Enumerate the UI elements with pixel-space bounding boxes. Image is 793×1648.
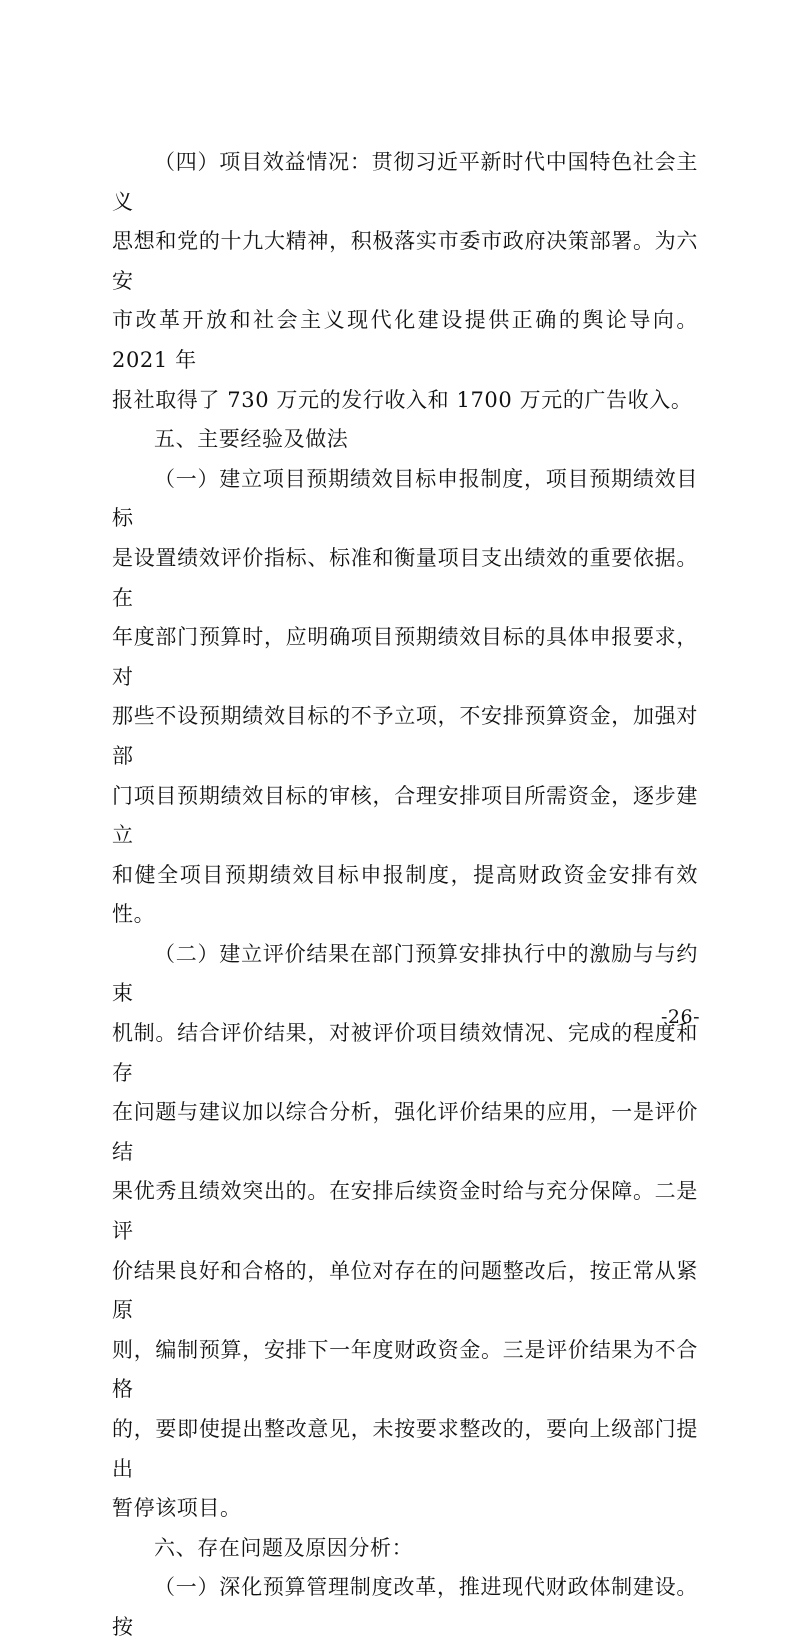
paragraph-performance-target-system: （一）建立项目预期绩效目标申报制度，项目预期绩效目标 是设置绩效评价指标、标准和衡量项目支出绩效的重要依据。在 年度部门预算时，应明确项目预期绩效目标的具体申报要求，对 那些不设预期绩效目标的不予立项，不安排预算资金，加强对部 门项目预期绩效目标的审核，合理安排项目所需资金，逐步建立 和健全项目预期绩效目标申报制度，提高财政资金安排有效性。 [112,466,698,927]
paragraph-budget-reform: （一）深化预算管理制度改革，推进现代财政体制建设。按 [112,1575,698,1639]
page-number: -26- [660,1006,700,1028]
paragraph-incentive-mechanism: （二）建立评价结果在部门预算安排执行中的激励与与约束 机制。结合评价结果，对被评价项目绩效情况、完成的程度和存 在问题与建议加以综合分析，强化评价结果的应用，一是评价结 果优秀且绩效突出的。在安排后续资金时给与充分保障。二是评 价结果良好和合格的，单位对存在的问题整改后，按正常从紧原 则，编制预算，安排下一年度财政资金。三是评价结果为不合格 的，要即使提出整改意见，未按要求整改的，要向上级部门提出 暂停该项目。 [112,941,698,1521]
heading-problems-analysis: 六、存在问题及原因分析： [154,1535,414,1560]
heading-main-experience: 五、主要经验及做法 [154,427,349,452]
paragraph-project-benefits: （四）项目效益情况：贯彻习近平新时代中国特色社会主义 思想和党的十九大精神，积极落实市委市政府决策部署。为六安 市改革开放和社会主义现代化建设提供正确的舆论导向。2021 年 报社取得了 730 万元的发行收入和 1700 万元的广告收入。 [112,150,698,412]
document-body [112,143,698,1648]
